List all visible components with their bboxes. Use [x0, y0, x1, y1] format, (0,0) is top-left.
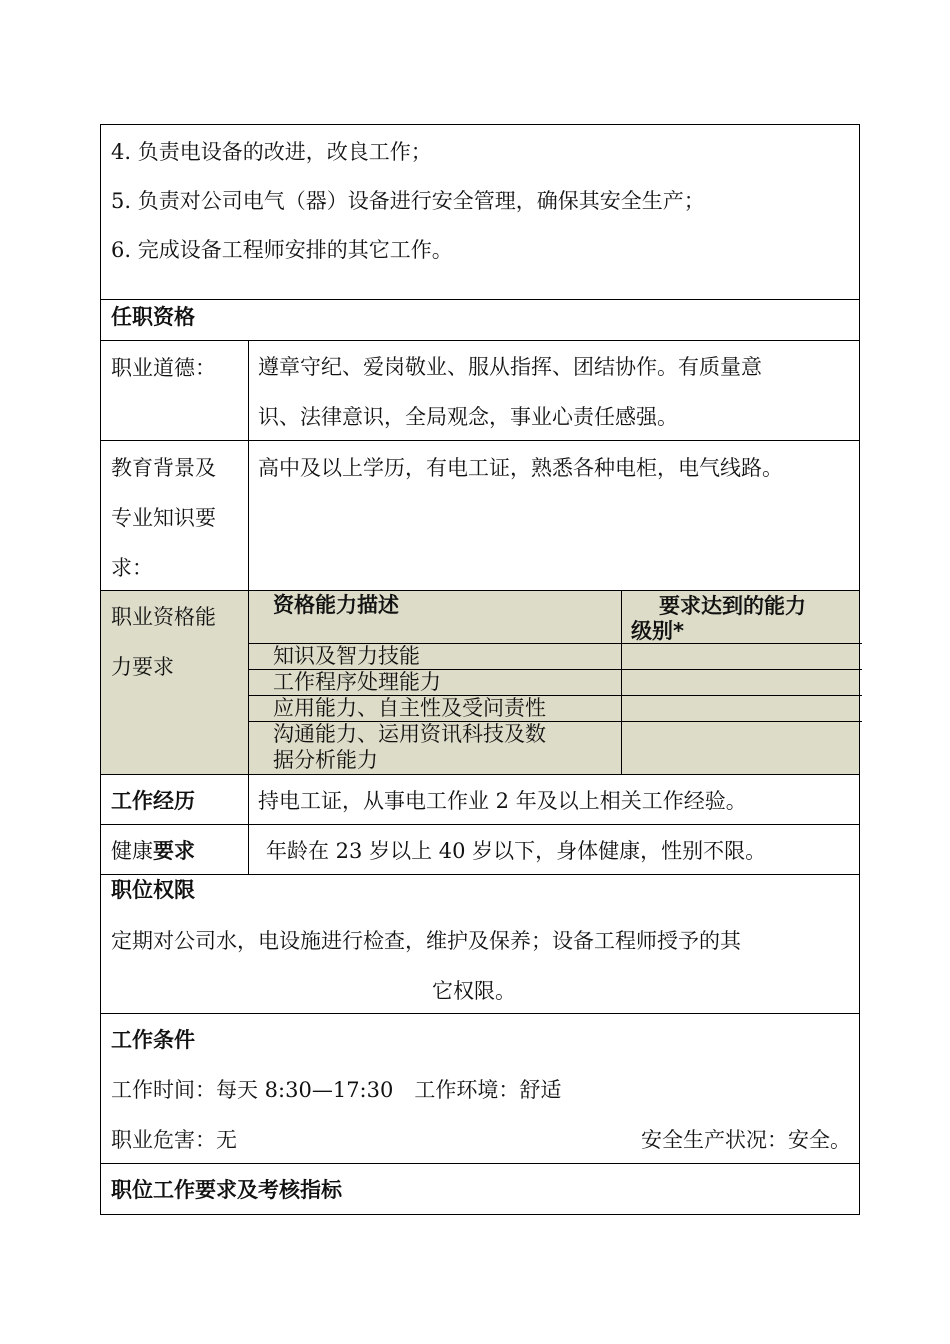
health-row	[100, 824, 860, 875]
safety-status: 安全生产状况：安全。	[641, 1128, 851, 1152]
education-row	[100, 440, 860, 591]
column-header: 级别*	[631, 619, 684, 643]
competence-subtable	[248, 591, 861, 775]
authority-text: 定期对公司水，电设施进行检查，维护及保养；设备工程师授予的其	[111, 929, 741, 953]
ethics-label: 职业道德：	[111, 356, 216, 380]
qualifications-header-row	[100, 299, 860, 341]
experience-label: 工作经历	[111, 789, 195, 813]
health-label-part: 健康	[111, 839, 153, 863]
conditions-row	[100, 1013, 860, 1164]
competence-item: 知识及智力技能	[273, 644, 420, 668]
education-value: 高中及以上学历，有电工证，熟悉各种电柜，电气线路。	[258, 456, 783, 480]
section-title: 工作条件	[111, 1028, 195, 1052]
ethics-value: 遵章守纪、爱岗敬业、服从指挥、团结协作。有质量意	[258, 355, 762, 379]
ethics-row	[100, 340, 860, 441]
education-label: 专业知识要	[111, 506, 216, 530]
section-title: 职位权限	[111, 878, 195, 902]
duty-item: 5. 负责对公司电气（器）设备进行安全管理，确保其安全生产；	[111, 189, 705, 213]
competence-label: 职业资格能	[111, 605, 216, 629]
experience-value: 持电工证，从事电工作业 2 年及以上相关工作经验。	[258, 789, 747, 813]
section-title: 任职资格	[111, 305, 195, 329]
requirements-header-row	[100, 1163, 860, 1215]
health-value: 年龄在 23 岁以上 40 岁以下，身体健康，性别不限。	[266, 839, 767, 863]
column-header: 要求达到的能力	[659, 594, 806, 618]
health-label-part: 要求	[153, 839, 195, 863]
authority-text: 它权限。	[432, 979, 516, 1003]
ethics-value: 识、法律意识，全局观念，事业心责任感强。	[258, 405, 678, 429]
section-title: 职位工作要求及考核指标	[111, 1178, 342, 1202]
work-time: 工作时间：每天 8:30—17:30 工作环境：舒适	[111, 1078, 562, 1102]
experience-row	[100, 774, 860, 825]
duty-item: 6. 完成设备工程师安排的其它工作。	[111, 238, 453, 262]
competence-item: 工作程序处理能力	[273, 670, 441, 694]
duty-item: 4. 负责电设备的改进，改良工作；	[111, 140, 432, 164]
competence-item: 沟通能力、运用资讯科技及数	[273, 722, 546, 746]
competence-item: 应用能力、自主性及受问责性	[273, 696, 546, 720]
authority-row	[100, 874, 860, 1014]
competence-item: 据分析能力	[273, 748, 378, 772]
competence-label: 力要求	[111, 655, 174, 679]
column-header: 资格能力描述	[273, 593, 399, 617]
health-label	[111, 838, 195, 864]
competence-row	[100, 590, 860, 775]
hazard: 职业危害：无	[111, 1128, 237, 1152]
education-label: 求：	[111, 556, 153, 580]
education-label: 教育背景及	[111, 456, 216, 480]
duties-section	[100, 124, 860, 300]
